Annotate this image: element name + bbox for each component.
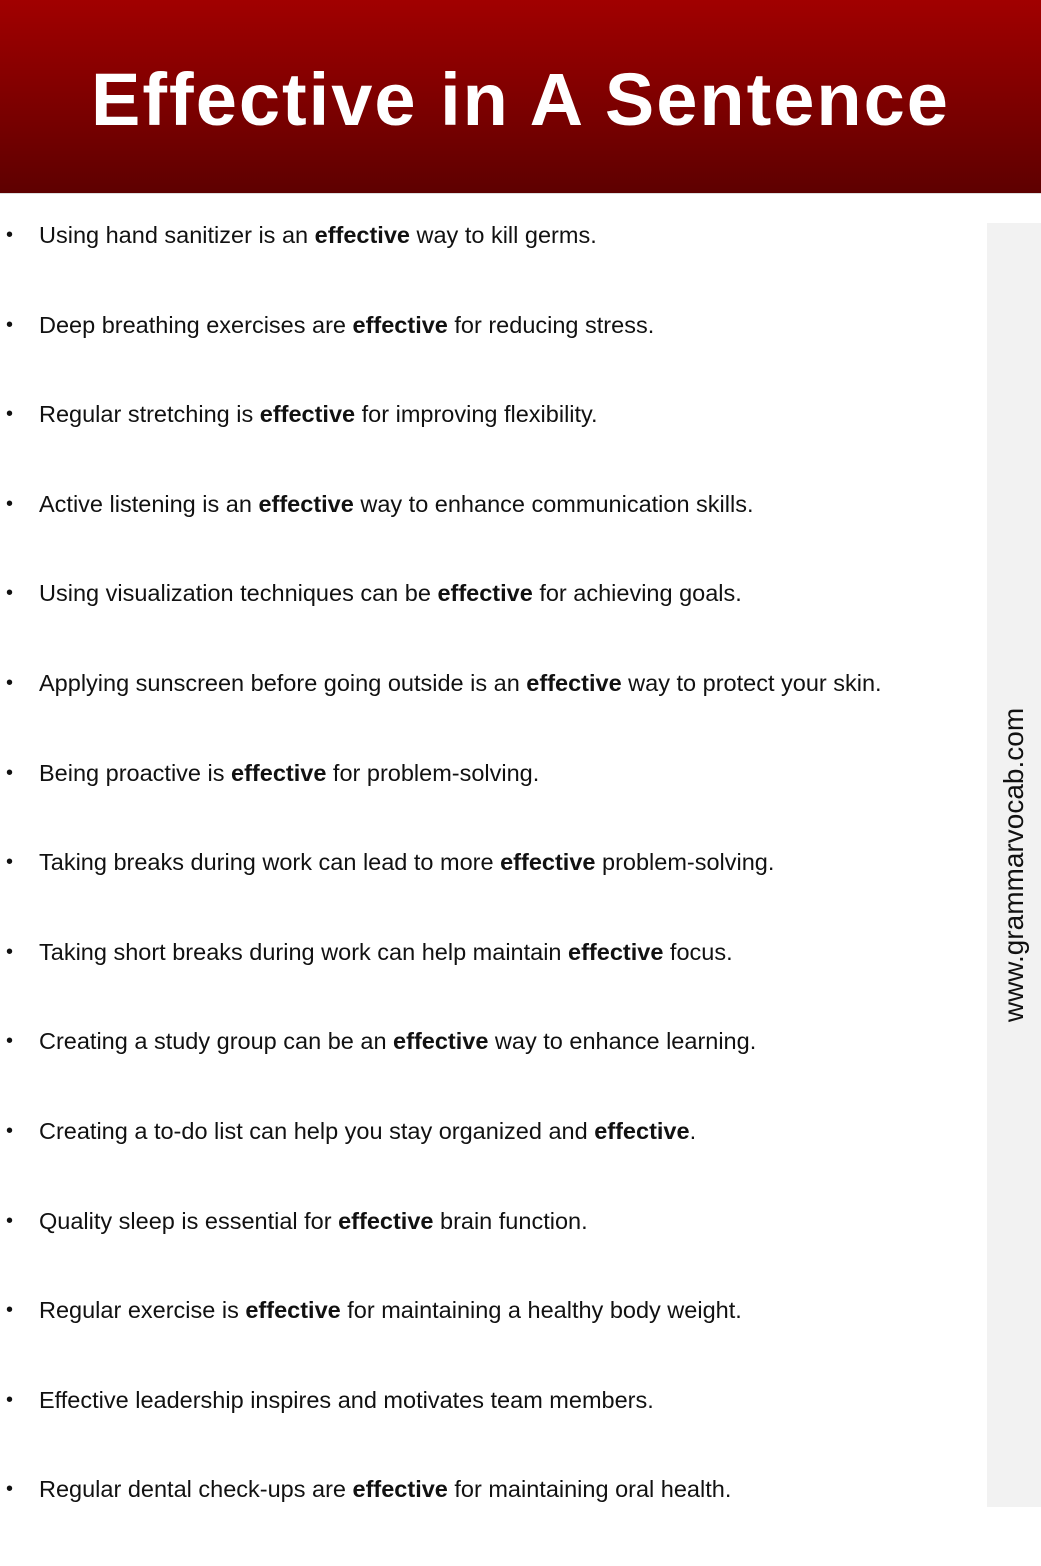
sentence-text bbox=[39, 222, 597, 249]
sentence-text bbox=[39, 1476, 731, 1503]
bullet-icon: • bbox=[6, 403, 14, 426]
bullet-icon: • bbox=[6, 761, 14, 784]
sentence-post: brain function. bbox=[433, 1207, 588, 1234]
sentence-text bbox=[39, 491, 754, 518]
sentence-post: way to enhance communication skills. bbox=[353, 490, 754, 517]
website-watermark: www.grammarvocab.com bbox=[998, 707, 1029, 1023]
sentence-pre: Regular stretching is bbox=[39, 401, 260, 428]
sentence-text bbox=[39, 312, 654, 339]
sentence-post: for improving flexibility. bbox=[355, 401, 598, 428]
sentence-bold: effective bbox=[231, 759, 327, 786]
sentence-text bbox=[39, 401, 598, 428]
sentence-post: for reducing stress. bbox=[447, 311, 655, 338]
bullet-icon: • bbox=[6, 1119, 14, 1142]
sentence-pre: Applying sunscreen before going outside is an bbox=[39, 669, 527, 696]
sentence-text bbox=[39, 670, 882, 697]
sentence-post: for problem-solving. bbox=[326, 759, 540, 786]
sentence-pre: Creating a study group can be an bbox=[39, 1028, 394, 1055]
bullet-icon: • bbox=[6, 492, 14, 515]
sentence-bold: effective bbox=[245, 1297, 341, 1324]
sentence-post: way to protect your skin. bbox=[621, 669, 882, 696]
sentence-pre: Creating a to-do list can help you stay organized and bbox=[39, 1117, 595, 1144]
sentence-post: for maintaining oral health. bbox=[447, 1476, 732, 1503]
sentence-pre: Taking breaks during work can lead to more bbox=[39, 849, 501, 876]
sentence-bold: effective bbox=[259, 401, 356, 428]
sentence-pre: Deep breathing exercises are bbox=[39, 311, 353, 338]
sentence-post: way to enhance learning. bbox=[488, 1028, 757, 1055]
bullet-icon: • bbox=[6, 1030, 14, 1053]
sentence-bold: effective bbox=[568, 938, 664, 965]
sentence-bold: effective bbox=[437, 580, 533, 607]
sentence-text bbox=[39, 1387, 654, 1414]
sentence-post: way to kill germs. bbox=[409, 222, 597, 248]
sentence-pre: Active listening is an bbox=[39, 490, 259, 517]
sentence-post: problem-solving. bbox=[595, 849, 775, 876]
sentence-text bbox=[39, 760, 539, 787]
sentence-post: . bbox=[689, 1117, 697, 1144]
sentence-bold: effective bbox=[594, 1117, 690, 1144]
sentence-pre: Using visualization techniques can be bbox=[39, 580, 438, 607]
sentence-text bbox=[39, 1028, 756, 1055]
sentence-pre: Taking short breaks during work can help maintain bbox=[39, 938, 569, 965]
sentence-post: focus. bbox=[663, 938, 733, 965]
sentence-pre: Effective leadership inspires and motivates team members. bbox=[39, 1386, 654, 1413]
sentence-post: for achieving goals. bbox=[532, 580, 742, 607]
header-banner bbox=[0, 0, 1041, 194]
sentence-pre: Quality sleep is essential for bbox=[39, 1207, 339, 1234]
sentence-text bbox=[39, 849, 774, 876]
sentence-pre: Regular dental check-ups are bbox=[39, 1476, 353, 1503]
sentence-text bbox=[39, 939, 733, 966]
sentence-bold: effective bbox=[338, 1207, 434, 1234]
bullet-icon: • bbox=[6, 671, 14, 694]
page-title: Effective in A Sentence bbox=[91, 58, 950, 141]
bullet-icon: • bbox=[6, 582, 14, 605]
bullet-icon: • bbox=[6, 1209, 14, 1232]
sentence-bold: effective bbox=[500, 849, 596, 876]
sentence-post: for maintaining a healthy body weight. bbox=[340, 1297, 742, 1324]
sentence-bold: effective bbox=[352, 1476, 448, 1503]
sentence-text bbox=[39, 580, 742, 607]
sentence-bold: effective bbox=[393, 1028, 489, 1055]
bullet-icon: • bbox=[6, 1478, 14, 1501]
sentence-bold: effective bbox=[526, 669, 622, 696]
bullet-icon: • bbox=[6, 940, 14, 963]
sentence-pre: Using hand sanitizer is an bbox=[39, 222, 315, 248]
sentence-pre: Being proactive is bbox=[39, 759, 232, 786]
sentence-bold: effective bbox=[258, 490, 354, 517]
bullet-icon: • bbox=[6, 851, 14, 874]
bullet-icon: • bbox=[6, 224, 14, 246]
sentence-text bbox=[39, 1208, 588, 1235]
bullet-icon: • bbox=[6, 313, 14, 336]
sentence-text bbox=[39, 1297, 742, 1324]
sentence-pre: Regular exercise is bbox=[39, 1297, 246, 1324]
sentence-bold: effective bbox=[314, 222, 410, 248]
bullet-icon: • bbox=[6, 1299, 14, 1322]
bullet-icon: • bbox=[6, 1388, 14, 1411]
sentence-bold: effective bbox=[352, 311, 448, 338]
sentence-text bbox=[39, 1118, 696, 1145]
